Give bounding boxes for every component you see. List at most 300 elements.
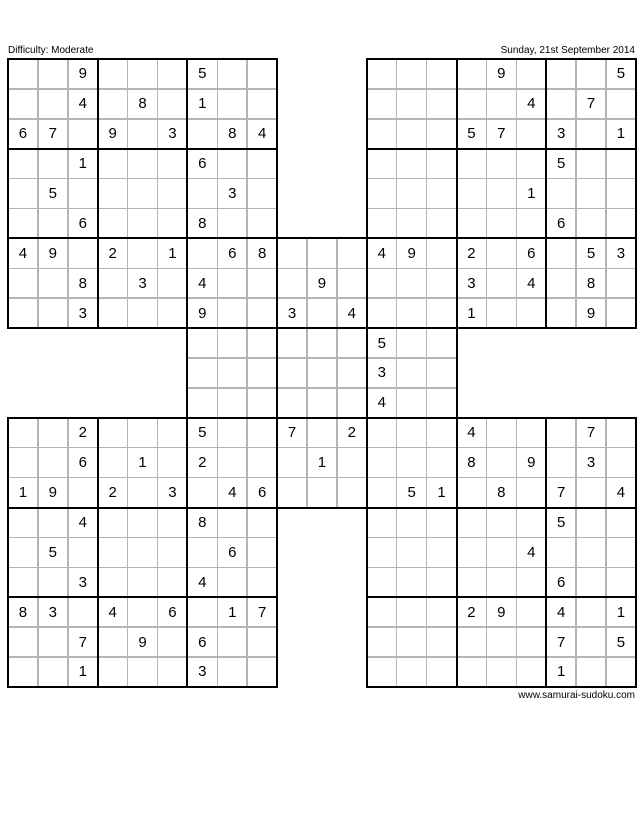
sudoku-cell[interactable] [247, 627, 277, 657]
sudoku-cell[interactable] [8, 537, 38, 567]
sudoku-cell[interactable]: 1 [78, 663, 87, 681]
sudoku-cell[interactable] [576, 508, 606, 538]
sudoku-cell[interactable] [158, 418, 188, 448]
sudoku-cell[interactable] [427, 209, 457, 239]
sudoku-cell[interactable]: 9 [48, 484, 57, 502]
sudoku-cell[interactable] [516, 508, 546, 538]
sudoku-cell[interactable] [38, 268, 68, 298]
sudoku-cell[interactable]: 5 [467, 125, 476, 143]
sudoku-cell[interactable] [606, 179, 636, 209]
sudoku-cell[interactable] [606, 448, 636, 478]
sudoku-cell[interactable] [427, 537, 457, 567]
sudoku-cell[interactable] [427, 59, 457, 89]
sudoku-cell[interactable] [247, 358, 277, 388]
sudoku-cell[interactable] [158, 149, 188, 179]
sudoku-cell[interactable] [38, 89, 68, 119]
sudoku-cell[interactable] [98, 657, 128, 687]
sudoku-cell[interactable]: 7 [556, 484, 566, 502]
sudoku-cell[interactable] [128, 567, 158, 597]
sudoku-cell[interactable]: 9 [497, 65, 506, 83]
sudoku-cell[interactable] [307, 238, 337, 268]
sudoku-cell[interactable] [247, 149, 277, 179]
sudoku-cell[interactable]: 9 [527, 454, 536, 472]
sudoku-cell[interactable] [8, 418, 38, 448]
sudoku-cell[interactable] [576, 627, 606, 657]
sudoku-cell[interactable] [516, 627, 546, 657]
sudoku-cell[interactable]: 6 [18, 125, 28, 143]
sudoku-cell[interactable] [247, 328, 277, 358]
sudoku-cell[interactable] [337, 238, 367, 268]
sudoku-cell[interactable] [397, 149, 427, 179]
sudoku-cell[interactable]: 8 [497, 484, 506, 502]
sudoku-cell[interactable]: 8 [198, 513, 207, 531]
sudoku-cell[interactable] [128, 537, 158, 567]
sudoku-cell[interactable]: 4 [467, 424, 476, 442]
sudoku-cell[interactable] [397, 328, 427, 358]
sudoku-cell[interactable]: 6 [198, 155, 207, 173]
sudoku-cell[interactable] [337, 358, 367, 388]
sudoku-cell[interactable]: 1 [198, 95, 207, 113]
sudoku-cell[interactable] [486, 448, 516, 478]
sudoku-cell[interactable]: 6 [228, 543, 237, 561]
sudoku-cell[interactable] [68, 478, 98, 508]
sudoku-cell[interactable] [187, 537, 217, 567]
sudoku-cell[interactable] [128, 298, 158, 328]
sudoku-cell[interactable]: 2 [347, 424, 356, 442]
sudoku-cell[interactable] [457, 627, 487, 657]
sudoku-cell[interactable] [427, 388, 457, 418]
sudoku-cell[interactable] [427, 657, 457, 687]
sudoku-cell[interactable] [217, 567, 247, 597]
sudoku-cell[interactable] [606, 418, 636, 448]
sudoku-cell[interactable] [337, 448, 367, 478]
sudoku-cell[interactable] [307, 298, 337, 328]
sudoku-cell[interactable] [8, 508, 38, 538]
sudoku-cell[interactable] [68, 179, 98, 209]
sudoku-cell[interactable]: 4 [228, 484, 237, 502]
sudoku-cell[interactable]: 8 [257, 244, 267, 262]
sudoku-cell[interactable] [546, 268, 576, 298]
sudoku-cell[interactable] [546, 537, 576, 567]
sudoku-cell[interactable]: 1 [228, 603, 237, 621]
sudoku-cell[interactable]: 7 [586, 95, 596, 113]
sudoku-cell[interactable]: 5 [556, 155, 566, 173]
sudoku-cell[interactable] [397, 448, 427, 478]
sudoku-cell[interactable] [457, 59, 487, 89]
sudoku-cell[interactable] [427, 358, 457, 388]
sudoku-cell[interactable]: 7 [287, 424, 297, 442]
sudoku-cell[interactable]: 1 [616, 603, 626, 621]
sudoku-cell[interactable] [217, 89, 247, 119]
sudoku-cell[interactable]: 9 [138, 633, 147, 651]
sudoku-cell[interactable] [187, 238, 217, 268]
sudoku-cell[interactable] [397, 597, 427, 627]
sudoku-cell[interactable] [187, 328, 217, 358]
sudoku-cell[interactable]: 3 [556, 125, 566, 143]
sudoku-cell[interactable] [38, 418, 68, 448]
sudoku-cell[interactable] [98, 209, 128, 239]
sudoku-cell[interactable]: 5 [198, 424, 207, 442]
sudoku-cell[interactable]: 8 [78, 274, 87, 292]
sudoku-cell[interactable] [337, 328, 367, 358]
sudoku-cell[interactable] [516, 478, 546, 508]
sudoku-cell[interactable] [247, 268, 277, 298]
sudoku-cell[interactable] [247, 59, 277, 89]
sudoku-cell[interactable] [486, 209, 516, 239]
sudoku-cell[interactable] [397, 418, 427, 448]
sudoku-cell[interactable] [367, 209, 397, 239]
sudoku-cell[interactable] [128, 149, 158, 179]
sudoku-cell[interactable] [158, 268, 188, 298]
sudoku-cell[interactable]: 5 [556, 513, 566, 531]
sudoku-cell[interactable] [158, 59, 188, 89]
sudoku-cell[interactable]: 1 [18, 484, 28, 502]
sudoku-cell[interactable] [606, 508, 636, 538]
sudoku-cell[interactable] [367, 119, 397, 149]
sudoku-cell[interactable]: 3 [48, 603, 57, 621]
sudoku-cell[interactable] [247, 448, 277, 478]
sudoku-cell[interactable]: 9 [48, 244, 57, 262]
sudoku-cell[interactable]: 6 [556, 573, 566, 591]
sudoku-cell[interactable] [427, 418, 457, 448]
sudoku-cell[interactable]: 6 [527, 244, 536, 262]
sudoku-cell[interactable] [546, 59, 576, 89]
sudoku-cell[interactable]: 9 [78, 65, 87, 83]
sudoku-cell[interactable] [277, 268, 307, 298]
sudoku-cell[interactable]: 3 [377, 364, 386, 382]
sudoku-cell[interactable]: 1 [138, 454, 147, 472]
sudoku-cell[interactable]: 4 [198, 573, 207, 591]
sudoku-cell[interactable] [187, 388, 217, 418]
sudoku-cell[interactable]: 6 [257, 484, 267, 502]
sudoku-cell[interactable] [217, 657, 247, 687]
sudoku-cell[interactable] [516, 59, 546, 89]
sudoku-cell[interactable] [457, 537, 487, 567]
sudoku-cell[interactable] [158, 508, 188, 538]
sudoku-cell[interactable]: 6 [78, 214, 87, 232]
sudoku-cell[interactable] [8, 149, 38, 179]
sudoku-cell[interactable] [98, 298, 128, 328]
sudoku-cell[interactable]: 1 [78, 155, 87, 173]
sudoku-cell[interactable] [397, 119, 427, 149]
sudoku-cell[interactable]: 9 [198, 304, 207, 322]
sudoku-cell[interactable] [367, 657, 397, 687]
sudoku-cell[interactable] [158, 209, 188, 239]
sudoku-cell[interactable] [576, 119, 606, 149]
sudoku-cell[interactable] [217, 418, 247, 448]
sudoku-cell[interactable]: 4 [616, 484, 626, 502]
sudoku-cell[interactable] [307, 358, 337, 388]
sudoku-cell[interactable] [158, 298, 188, 328]
sudoku-cell[interactable] [397, 508, 427, 538]
sudoku-cell[interactable] [427, 149, 457, 179]
sudoku-cell[interactable]: 3 [586, 454, 596, 472]
sudoku-cell[interactable] [98, 627, 128, 657]
sudoku-cell[interactable]: 7 [556, 633, 566, 651]
sudoku-cell[interactable]: 1 [317, 454, 327, 472]
sudoku-cell[interactable] [397, 657, 427, 687]
sudoku-cell[interactable] [247, 209, 277, 239]
sudoku-cell[interactable] [38, 209, 68, 239]
sudoku-cell[interactable] [277, 478, 307, 508]
sudoku-cell[interactable] [8, 59, 38, 89]
sudoku-cell[interactable]: 2 [108, 244, 117, 262]
sudoku-cell[interactable] [367, 508, 397, 538]
sudoku-cell[interactable] [606, 89, 636, 119]
sudoku-cell[interactable] [217, 358, 247, 388]
sudoku-cell[interactable] [486, 657, 516, 687]
sudoku-cell[interactable] [367, 537, 397, 567]
sudoku-cell[interactable] [576, 657, 606, 687]
sudoku-cell[interactable] [307, 418, 337, 448]
sudoku-cell[interactable] [158, 537, 188, 567]
sudoku-cell[interactable] [486, 418, 516, 448]
sudoku-cell[interactable] [38, 508, 68, 538]
sudoku-cell[interactable] [486, 238, 516, 268]
sudoku-cell[interactable] [397, 388, 427, 418]
sudoku-cell[interactable] [8, 89, 38, 119]
sudoku-cell[interactable] [367, 478, 397, 508]
sudoku-cell[interactable] [128, 657, 158, 687]
sudoku-cell[interactable]: 4 [108, 603, 117, 621]
sudoku-cell[interactable]: 5 [198, 65, 207, 83]
sudoku-cell[interactable] [546, 89, 576, 119]
sudoku-cell[interactable] [427, 179, 457, 209]
sudoku-cell[interactable]: 8 [467, 454, 476, 472]
sudoku-cell[interactable] [247, 179, 277, 209]
sudoku-cell[interactable]: 7 [257, 603, 267, 621]
sudoku-cell[interactable]: 6 [168, 603, 177, 621]
sudoku-cell[interactable] [98, 59, 128, 89]
sudoku-cell[interactable] [427, 567, 457, 597]
sudoku-cell[interactable] [68, 537, 98, 567]
sudoku-cell[interactable]: 3 [78, 573, 87, 591]
sudoku-cell[interactable]: 5 [377, 334, 386, 352]
sudoku-cell[interactable] [576, 149, 606, 179]
sudoku-cell[interactable] [128, 478, 158, 508]
sudoku-cell[interactable]: 5 [48, 185, 57, 203]
sudoku-cell[interactable] [98, 179, 128, 209]
sudoku-cell[interactable]: 4 [198, 274, 207, 292]
sudoku-cell[interactable]: 6 [228, 244, 237, 262]
sudoku-cell[interactable] [457, 508, 487, 538]
sudoku-cell[interactable] [397, 179, 427, 209]
sudoku-cell[interactable] [546, 298, 576, 328]
sudoku-cell[interactable] [397, 567, 427, 597]
sudoku-cell[interactable] [8, 627, 38, 657]
sudoku-cell[interactable] [367, 179, 397, 209]
sudoku-cell[interactable] [427, 89, 457, 119]
sudoku-cell[interactable] [68, 238, 98, 268]
sudoku-cell[interactable] [128, 179, 158, 209]
sudoku-cell[interactable] [247, 657, 277, 687]
sudoku-cell[interactable] [427, 298, 457, 328]
sudoku-cell[interactable]: 3 [198, 663, 207, 681]
sudoku-cell[interactable] [158, 567, 188, 597]
sudoku-cell[interactable] [158, 89, 188, 119]
sudoku-cell[interactable] [307, 478, 337, 508]
sudoku-cell[interactable] [576, 567, 606, 597]
sudoku-cell[interactable] [486, 298, 516, 328]
sudoku-cell[interactable] [367, 627, 397, 657]
sudoku-cell[interactable] [427, 328, 457, 358]
sudoku-cell[interactable] [546, 238, 576, 268]
sudoku-cell[interactable] [128, 418, 158, 448]
sudoku-cell[interactable]: 1 [616, 125, 626, 143]
sudoku-cell[interactable] [158, 448, 188, 478]
sudoku-cell[interactable] [457, 478, 487, 508]
sudoku-cell[interactable] [38, 627, 68, 657]
sudoku-cell[interactable] [367, 149, 397, 179]
sudoku-cell[interactable] [38, 298, 68, 328]
sudoku-cell[interactable] [277, 238, 307, 268]
sudoku-cell[interactable] [606, 268, 636, 298]
sudoku-cell[interactable]: 8 [198, 214, 207, 232]
sudoku-cell[interactable]: 1 [168, 244, 177, 262]
sudoku-cell[interactable] [486, 149, 516, 179]
sudoku-cell[interactable] [516, 567, 546, 597]
sudoku-cell[interactable] [457, 567, 487, 597]
sudoku-cell[interactable] [516, 418, 546, 448]
sudoku-cell[interactable] [486, 627, 516, 657]
sudoku-cell[interactable] [606, 149, 636, 179]
sudoku-cell[interactable]: 5 [407, 484, 416, 502]
sudoku-cell[interactable]: 4 [377, 394, 386, 412]
sudoku-cell[interactable] [576, 478, 606, 508]
sudoku-cell[interactable] [397, 627, 427, 657]
sudoku-cell[interactable] [128, 597, 158, 627]
sudoku-cell[interactable] [576, 537, 606, 567]
sudoku-cell[interactable] [337, 388, 367, 418]
sudoku-cell[interactable] [247, 567, 277, 597]
sudoku-cell[interactable] [98, 508, 128, 538]
sudoku-cell[interactable] [367, 567, 397, 597]
sudoku-cell[interactable]: 3 [616, 244, 626, 262]
sudoku-cell[interactable] [457, 179, 487, 209]
sudoku-cell[interactable]: 4 [527, 274, 536, 292]
sudoku-cell[interactable] [217, 508, 247, 538]
sudoku-cell[interactable] [516, 597, 546, 627]
sudoku-cell[interactable] [516, 119, 546, 149]
sudoku-cell[interactable] [337, 268, 367, 298]
sudoku-cell[interactable] [247, 508, 277, 538]
sudoku-cell[interactable] [546, 418, 576, 448]
sudoku-cell[interactable]: 9 [407, 244, 416, 262]
sudoku-cell[interactable] [516, 657, 546, 687]
sudoku-cell[interactable] [8, 448, 38, 478]
sudoku-cell[interactable] [576, 179, 606, 209]
sudoku-cell[interactable] [516, 298, 546, 328]
sudoku-cell[interactable]: 4 [257, 125, 267, 143]
sudoku-cell[interactable] [187, 119, 217, 149]
sudoku-cell[interactable] [277, 328, 307, 358]
sudoku-cell[interactable]: 3 [138, 274, 147, 292]
sudoku-cell[interactable] [98, 537, 128, 567]
sudoku-cell[interactable] [486, 537, 516, 567]
sudoku-cell[interactable] [98, 567, 128, 597]
sudoku-cell[interactable] [217, 448, 247, 478]
sudoku-cell[interactable] [307, 388, 337, 418]
sudoku-cell[interactable] [128, 238, 158, 268]
sudoku-cell[interactable] [8, 567, 38, 597]
sudoku-cell[interactable] [128, 119, 158, 149]
sudoku-cell[interactable] [217, 388, 247, 418]
sudoku-cell[interactable]: 9 [497, 603, 506, 621]
sudoku-cell[interactable]: 3 [168, 125, 177, 143]
sudoku-cell[interactable]: 4 [377, 244, 386, 262]
sudoku-cell[interactable]: 4 [556, 603, 566, 621]
sudoku-cell[interactable] [158, 657, 188, 687]
sudoku-cell[interactable] [217, 627, 247, 657]
sudoku-cell[interactable] [8, 298, 38, 328]
sudoku-cell[interactable] [217, 328, 247, 358]
sudoku-cell[interactable] [576, 59, 606, 89]
sudoku-cell[interactable] [427, 119, 457, 149]
sudoku-cell[interactable]: 4 [347, 304, 356, 322]
sudoku-cell[interactable] [337, 478, 367, 508]
sudoku-cell[interactable]: 3 [287, 304, 297, 322]
sudoku-cell[interactable] [128, 59, 158, 89]
sudoku-cell[interactable]: 6 [78, 454, 87, 472]
sudoku-cell[interactable]: 4 [527, 95, 536, 113]
sudoku-cell[interactable] [307, 328, 337, 358]
sudoku-cell[interactable] [397, 537, 427, 567]
sudoku-cell[interactable] [98, 448, 128, 478]
sudoku-cell[interactable] [217, 149, 247, 179]
sudoku-cell[interactable] [397, 298, 427, 328]
sudoku-cell[interactable]: 8 [138, 95, 147, 113]
sudoku-cell[interactable] [98, 418, 128, 448]
sudoku-cell[interactable] [217, 59, 247, 89]
sudoku-cell[interactable] [457, 89, 487, 119]
sudoku-cell[interactable] [38, 657, 68, 687]
sudoku-cell[interactable] [98, 268, 128, 298]
sudoku-cell[interactable] [38, 448, 68, 478]
sudoku-cell[interactable]: 4 [527, 543, 536, 561]
sudoku-cell[interactable] [367, 59, 397, 89]
sudoku-cell[interactable]: 2 [467, 603, 476, 621]
sudoku-cell[interactable] [68, 119, 98, 149]
sudoku-cell[interactable]: 7 [48, 125, 57, 143]
sudoku-cell[interactable] [247, 89, 277, 119]
sudoku-cell[interactable] [187, 597, 217, 627]
sudoku-cell[interactable] [606, 657, 636, 687]
sudoku-cell[interactable]: 7 [586, 424, 596, 442]
sudoku-cell[interactable] [546, 448, 576, 478]
sudoku-cell[interactable] [397, 89, 427, 119]
sudoku-cell[interactable] [397, 209, 427, 239]
sudoku-cell[interactable] [187, 358, 217, 388]
sudoku-cell[interactable]: 2 [467, 244, 476, 262]
sudoku-cell[interactable]: 9 [317, 274, 327, 292]
sudoku-cell[interactable] [217, 209, 247, 239]
sudoku-cell[interactable] [367, 298, 397, 328]
sudoku-cell[interactable]: 4 [18, 244, 28, 262]
sudoku-cell[interactable] [397, 59, 427, 89]
sudoku-cell[interactable] [8, 657, 38, 687]
sudoku-cell[interactable] [217, 298, 247, 328]
sudoku-cell[interactable] [486, 268, 516, 298]
sudoku-cell[interactable] [427, 238, 457, 268]
sudoku-cell[interactable] [8, 268, 38, 298]
sudoku-cell[interactable] [457, 209, 487, 239]
sudoku-cell[interactable]: 3 [467, 274, 476, 292]
sudoku-cell[interactable] [98, 89, 128, 119]
sudoku-cell[interactable]: 3 [228, 185, 237, 203]
sudoku-cell[interactable]: 9 [108, 125, 117, 143]
sudoku-cell[interactable] [427, 627, 457, 657]
sudoku-cell[interactable] [158, 627, 188, 657]
